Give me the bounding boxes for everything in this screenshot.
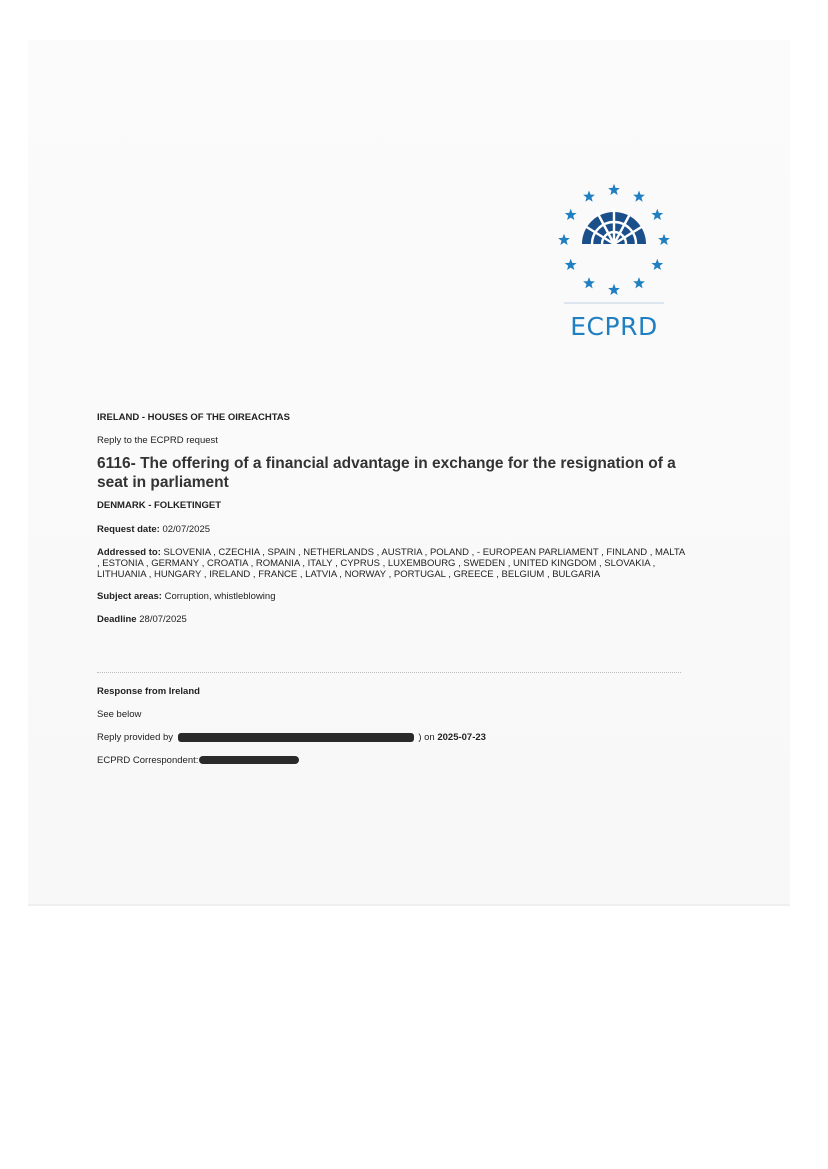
correspondent-label: ECPRD Correspondent: — [97, 755, 199, 766]
emblem-star-icon — [651, 209, 663, 220]
reply-provided-row — [97, 732, 687, 744]
ecprd-parliament-emblem-icon — [556, 182, 672, 308]
deadline-row — [97, 614, 687, 626]
ecprd-wordmark: ECPRD — [570, 312, 658, 341]
redacted-correspondent-bar — [199, 756, 299, 764]
response-body: See below — [97, 709, 142, 720]
emblem-star-icon — [565, 209, 577, 220]
emblem-star-icon — [651, 259, 663, 270]
correspondent-row — [97, 755, 687, 767]
emblem-star-icon — [583, 191, 595, 202]
reply-provided-prefix: Reply provided by — [97, 732, 174, 743]
addressed-to-value: SLOVENIA , CZECHIA , SPAIN , NETHERLANDS , AUSTRIA , POLAND , - EUROPEAN PARLIAMENT , FINLAND , MALTA , ESTONIA , GERMANY , CROATIA , ROMANIA , ITALY , CYPRUS , LUXEMBOURG , SWEDEN , UNITED KINGDOM , SLOVAKIA , LITHUANIA , HUNGARY , IRELAND , FRANCE , LATVIA , NORWAY , PORTUGAL , GREECE , BELGIUM , BULGARIA — [97, 547, 685, 580]
request-details — [97, 412, 687, 626]
emblem-star-icon — [608, 184, 620, 195]
addressed-to-label: Addressed to: — [97, 547, 161, 558]
request-title: 6116- The offering of a financial advantage in exchange for the resignation of a seat in parliament — [97, 455, 676, 491]
addressed-to-row — [97, 547, 687, 580]
emblem-star-icon — [558, 234, 570, 245]
emblem-star-icon — [583, 277, 595, 288]
reply-provided-date: 2025-07-23 — [437, 732, 486, 743]
deadline-label: Deadline — [97, 614, 137, 625]
reply-to-label: Reply to the ECPRD request — [97, 435, 218, 446]
emblem-star-icon — [633, 191, 645, 202]
emblem-star-icon — [658, 234, 670, 245]
scan-edge — [28, 904, 790, 906]
reply-provided-suffix: ) on — [418, 732, 435, 743]
response-section — [97, 686, 687, 767]
deadline-value: 28/07/2025 — [139, 614, 187, 625]
subject-areas-value: Corruption, whistleblowing — [164, 591, 276, 602]
emblem-star-icon — [565, 259, 577, 270]
subject-areas-row — [97, 591, 687, 603]
emblem-star-icon — [608, 284, 620, 295]
responding-chamber: IRELAND - HOUSES OF THE OIREACHTAS — [97, 412, 290, 423]
redacted-name-bar — [178, 733, 414, 742]
emblem-star-icon — [633, 277, 645, 288]
request-date-value: 02/07/2025 — [162, 524, 211, 535]
ecprd-logo — [556, 182, 672, 352]
request-date-row — [97, 524, 687, 536]
request-date-label: Request date: — [97, 524, 160, 535]
section-divider — [97, 672, 681, 673]
requesting-chamber: DENMARK - FOLKETINGET — [97, 500, 222, 511]
subject-areas-label: Subject areas: — [97, 591, 162, 602]
response-heading: Response from Ireland — [97, 686, 200, 697]
